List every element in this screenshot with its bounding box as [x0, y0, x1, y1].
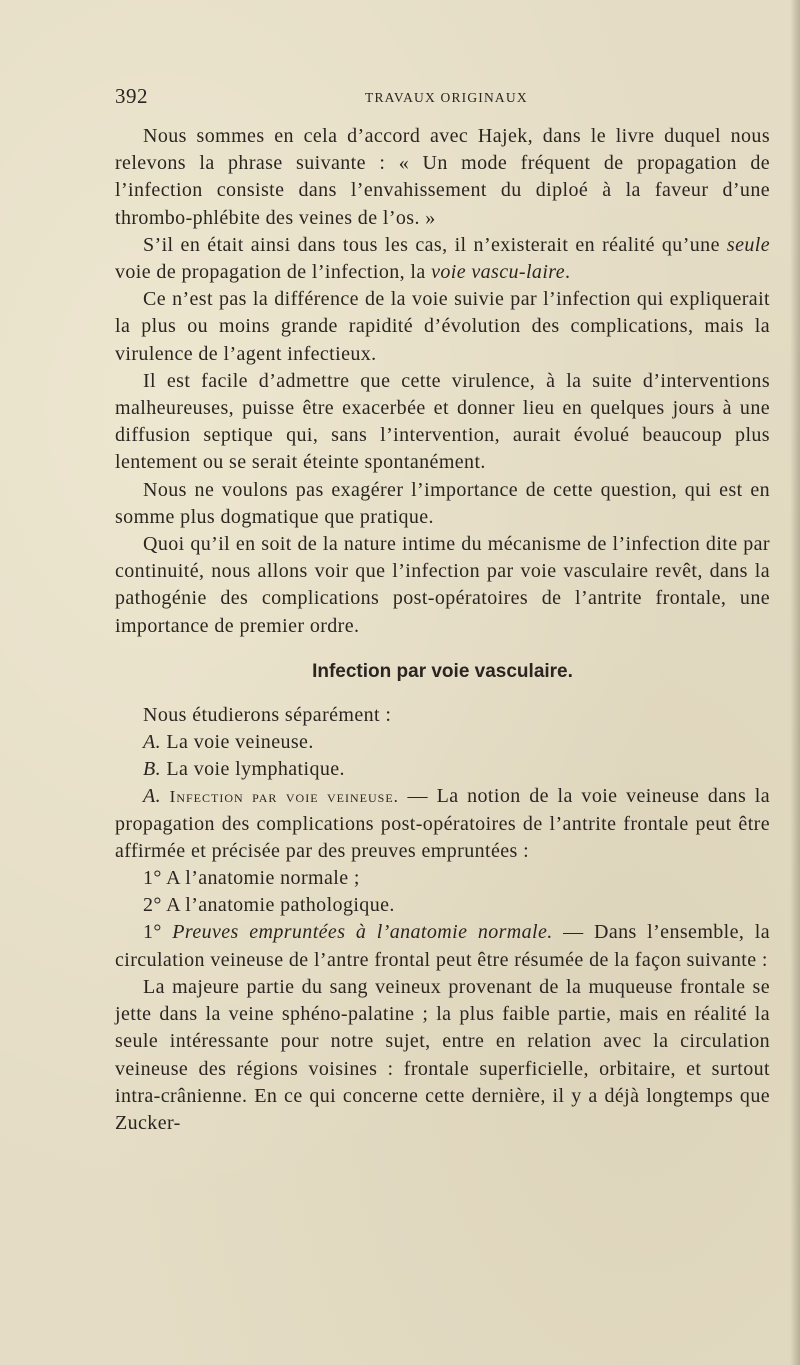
- list-item: [115, 729, 770, 756]
- text-run: S’il en était ainsi dans tous les cas, il n’existerait en réalité qu’une: [143, 233, 727, 256]
- list-letter: A.: [143, 731, 162, 754]
- paragraph: La majeure partie du sang veineux provenant de la muqueuse frontale se jette dans la veine sphéno-palatine ; la plus faible partie, mais en réalité la seule intéressante pour notre sujet, entre en relation avec la circulation veineuse des régions voisines : frontale superficielle, orbitaire, et surtout intra-crânienne. En ce qui concerne cette dernière, il y a déjà longtemps que Zucker-: [115, 975, 770, 1134]
- text-run: — Dans l’ensemble, la circulation veineuse de l’antre frontal peut être résumée de la façon suivante :: [115, 921, 770, 971]
- section-heading: Infection par voie vasculaire.: [312, 660, 573, 682]
- list-text: La voie lymphatique.: [161, 758, 345, 781]
- emphasis: Preuves empruntées à l’anatomie normale.: [172, 921, 553, 944]
- page-edge-shadow: [790, 0, 800, 1365]
- text-run: — La notion de la voie veineuse dans la propagation des complications post-opératoires de l’antrite frontale peut être affirmée et précisée par des preuves empruntées :: [115, 785, 771, 862]
- list-item: 1° A l’anatomie normale ;: [143, 867, 360, 890]
- paragraph: Ce n’est pas la différence de la voie suivie par l’infection qui expliquerait la plus ou moins grande rapidité d’évolution des complications, mais la virulence de l’agent infectieux.: [115, 288, 770, 365]
- running-head: TRAVAUX ORIGINAUX: [365, 90, 528, 105]
- text-run: voie de propagation de l’infection, la: [115, 261, 432, 284]
- list-item: [115, 756, 770, 783]
- paragraph: Quoi qu’il en soit de la nature intime du mécanisme de l’infection dite par continuité, nous allons voir que l’infection par voie vasculaire revêt, dans la pathogénie des complications post-opératoires de l’antrite frontale, une importance de premier ordre.: [115, 533, 770, 637]
- paragraph: Il est facile d’admettre que cette virulence, à la suite d’interventions malheureuses, puisse être exacerbée et donner lieu en quelques jours à une diffusion septique qui, sans l’intervention, aurait évolué beaucoup plus lentement ou se serait éteinte spontanément.: [115, 369, 770, 474]
- body-text: [115, 123, 770, 1137]
- list-letter: B.: [143, 758, 162, 781]
- page-number: 392: [115, 84, 148, 108]
- text-run: .: [565, 261, 571, 284]
- emphasis: voie vascu-laire: [431, 261, 566, 284]
- page-header: [115, 84, 770, 114]
- paragraph: [115, 919, 770, 973]
- paragraph: [115, 232, 770, 286]
- text-run: 1°: [143, 921, 173, 944]
- list-text: La voie veineuse.: [161, 731, 314, 754]
- list-intro: Nous étudierons séparément :: [143, 703, 392, 726]
- subsection-letter: A.: [143, 785, 162, 808]
- paragraph: Nous ne voulons pas exagérer l’importance de cette question, qui est en somme plus dogmatique que pratique.: [115, 478, 770, 528]
- paragraph: Nous sommes en cela d’accord avec Hajek, dans le livre duquel nous relevons la phrase suivante : « Un mode fréquent de propagation de l’infection consiste dans l’envahissement du diploé à la faveur d’une thrombo-phlébite des veines de l’os. »: [115, 125, 770, 229]
- paragraph: [115, 783, 770, 865]
- emphasis: seule: [726, 233, 770, 256]
- subsection-title: Infection par voie veineuse.: [169, 787, 399, 807]
- list-item: 2° A l’anatomie pathologique.: [143, 894, 395, 917]
